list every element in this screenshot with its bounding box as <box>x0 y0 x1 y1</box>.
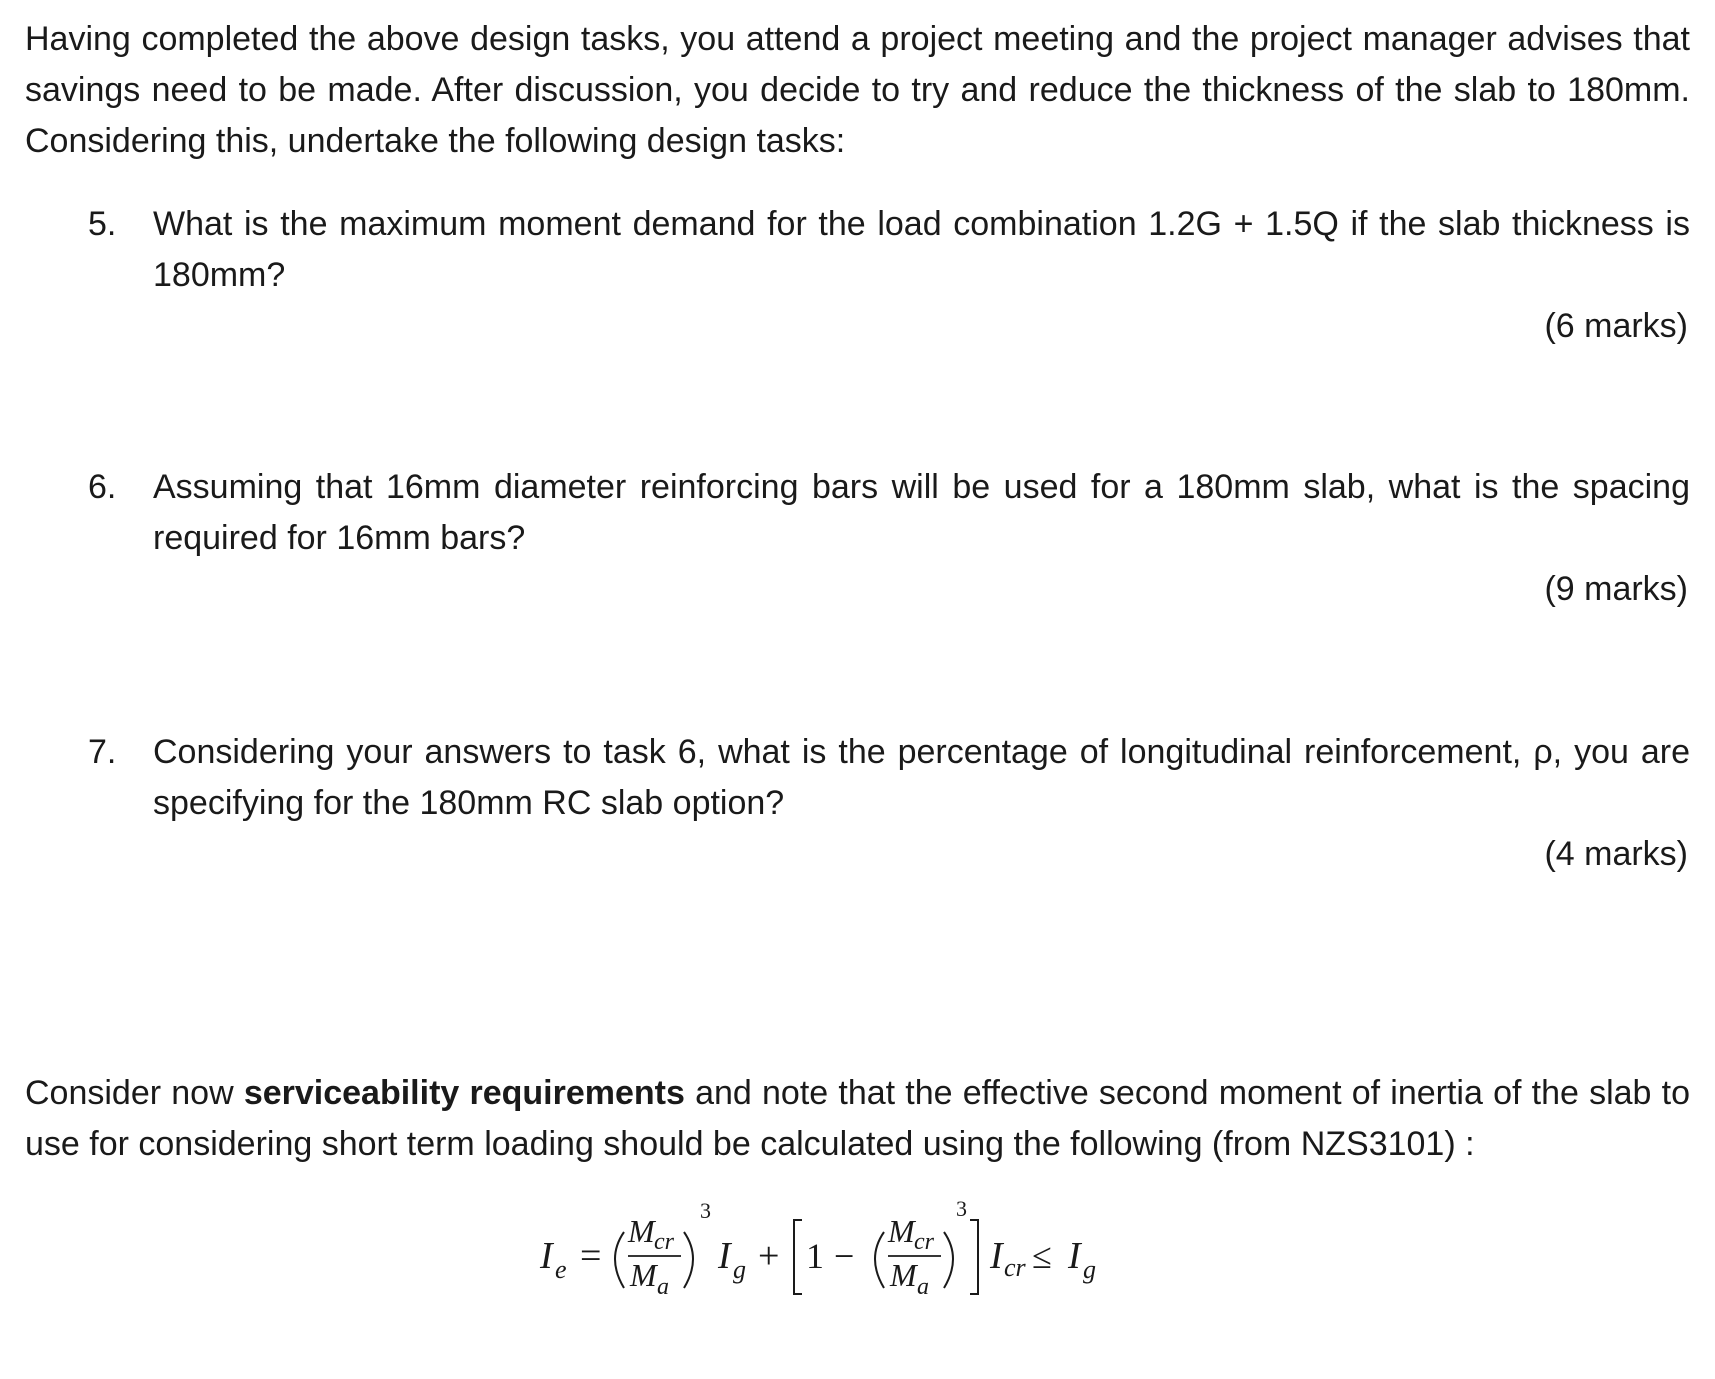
formula-ma-1-sub: a <box>657 1274 669 1300</box>
effective-inertia-formula <box>520 1196 1200 1316</box>
formula-mcr-2-sub: cr <box>914 1229 934 1255</box>
formula-right-paren-2 <box>944 1232 953 1288</box>
formula-minus: − <box>834 1236 855 1276</box>
formula-ig-sub: g <box>733 1255 746 1284</box>
formula-ma-1: M <box>630 1257 657 1293</box>
formula-leq: ≤ <box>1032 1236 1052 1276</box>
formula-left-bracket <box>794 1220 802 1294</box>
task-marks: (9 marks) <box>1544 570 1688 608</box>
serviceability-text-start: Consider now <box>25 1074 244 1112</box>
formula-right-bracket <box>970 1220 978 1294</box>
intro-paragraph: Having completed the above design tasks, you attend a project meeting and the project manager advises that savings need to be made. After discussion, you decide to try and reduce the thickness of the slab to 180mm. Considering this, undertake the following design tasks: <box>25 20 1690 160</box>
formula-ig-2-sub: g <box>1083 1255 1096 1284</box>
serviceability-emphasis: serviceability requirements <box>243 1074 685 1112</box>
formula-left-paren-2 <box>875 1232 884 1288</box>
task-marks: (6 marks) <box>1544 307 1688 345</box>
formula-ig: I <box>718 1235 731 1277</box>
task-number: 7. <box>88 733 117 771</box>
formula-ie-sub: e <box>555 1255 567 1284</box>
task-question: Assuming that 16mm diameter reinforcing bars will be used for a 180mm slab, what is the spacing required for 16mm bars? <box>153 468 1690 557</box>
formula-icr-sub: cr <box>1004 1253 1026 1282</box>
task-number: 6. <box>88 468 117 506</box>
formula-one: 1 <box>806 1236 824 1276</box>
task-question: Considering your answers to task 6, what is the percentage of longitudinal reinforcement, ρ, you are specifying for the 180mm RC slab option? <box>153 733 1690 822</box>
formula-ma-2-sub: a <box>917 1274 929 1300</box>
formula-equals: = <box>580 1235 602 1277</box>
formula-left-paren-1 <box>615 1232 624 1288</box>
serviceability-text-end: and note that the effective second moment of inertia of the slab to use for considering short term loading should be calculated using the following (from NZS3101) : <box>25 1074 1691 1163</box>
task-question: What is the maximum moment demand for the load combination 1.2G + 1.5Q if the slab thickness is 180mm? <box>153 205 1690 294</box>
formula-exp-1: 3 <box>700 1198 711 1223</box>
formula-exp-2: 3 <box>956 1196 967 1221</box>
formula-icr: I <box>990 1235 1003 1277</box>
formula-ie: I <box>540 1235 553 1277</box>
formula-ma-2: M <box>890 1257 917 1293</box>
formula-plus: + <box>758 1235 780 1277</box>
formula-right-paren-1 <box>684 1232 693 1288</box>
task-marks: (4 marks) <box>1544 835 1688 873</box>
formula-mcr-2: M <box>888 1213 915 1249</box>
serviceability-paragraph <box>25 1068 1690 1170</box>
formula-ig-2: I <box>1068 1235 1081 1277</box>
formula-mcr-1: M <box>628 1213 655 1249</box>
formula-mcr-1-sub: cr <box>654 1229 674 1255</box>
task-number: 5. <box>88 205 117 243</box>
